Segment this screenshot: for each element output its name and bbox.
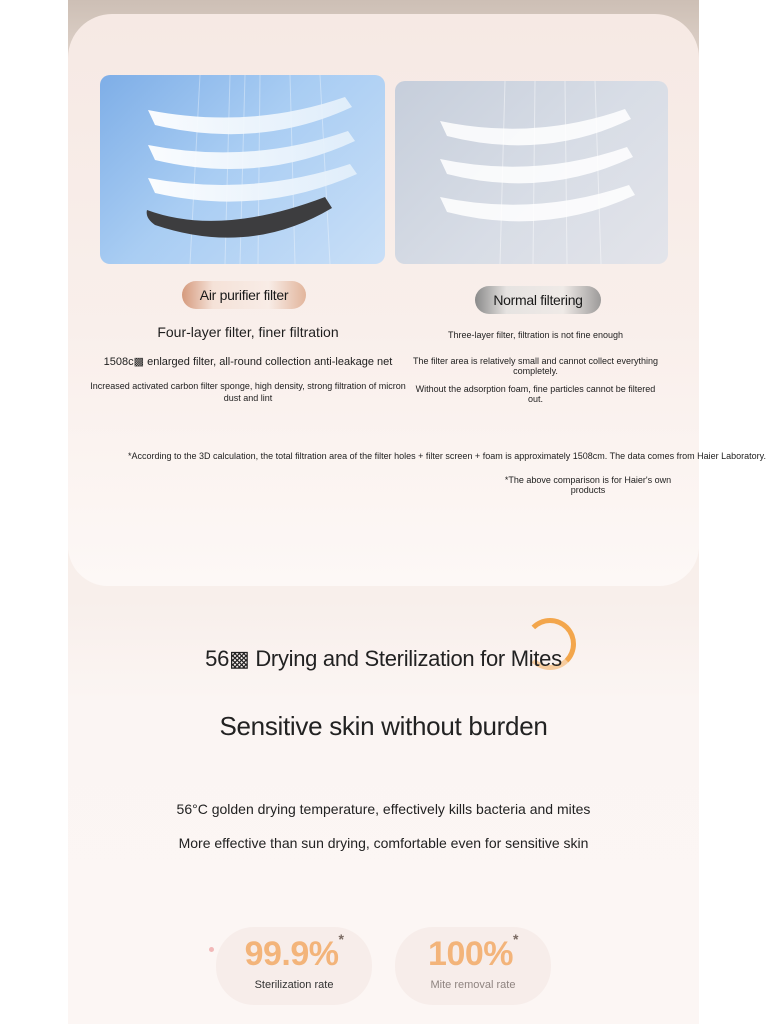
left-feature-1: 1508c▩ enlarged filter, all-round collection anti-leakage net <box>103 356 393 368</box>
air-purifier-filter-badge: Air purifier filter <box>182 281 306 309</box>
drying-description-2: More effective than sun drying, comfortable even for sensitive skin <box>178 835 589 851</box>
footnote-calculation: *According to the 3D calculation, the total filtration area of the filter holes + filter screen + foam is approximately 1508cm. The data comes from Haier Laboratory. <box>128 451 766 461</box>
right-feature-1: Three-layer filter, filtration is not fine enough <box>447 330 624 340</box>
stat-label: Sterilization rate <box>254 979 334 991</box>
drying-subtitle: Sensitive skin without burden <box>219 711 548 741</box>
right-feature-3: Without the adsorption foam, fine particles cannot be filtered out. <box>415 384 656 404</box>
stat-value: 100%* <box>428 931 518 973</box>
three-layer-filter-image <box>395 81 668 264</box>
drying-description-1: 56°C golden drying temperature, effectively kills bacteria and mites <box>176 801 591 817</box>
right-feature-2: The filter area is relatively small and cannot collect everything completely. <box>412 356 659 376</box>
left-headline: Four-layer filter, finer filtration <box>157 324 339 340</box>
drying-title: 56▩ Drying and Sterilization for Mites <box>205 646 562 671</box>
footnote-comparison: *The above comparison is for Haier's own products <box>504 475 672 495</box>
left-feature-2: Increased activated carbon filter sponge, high density, strong filtration of micron dust and lint <box>90 381 406 403</box>
four-layer-filter-image <box>100 75 385 264</box>
sterilization-rate-stat <box>216 927 372 1005</box>
stat-value: 99.9%* <box>244 931 344 973</box>
normal-filtering-badge: Normal filtering <box>475 286 601 314</box>
stat-label: Mite removal rate <box>430 979 516 991</box>
mite-removal-rate-stat <box>395 927 551 1005</box>
decorative-dot <box>209 947 214 952</box>
page <box>68 0 766 1024</box>
